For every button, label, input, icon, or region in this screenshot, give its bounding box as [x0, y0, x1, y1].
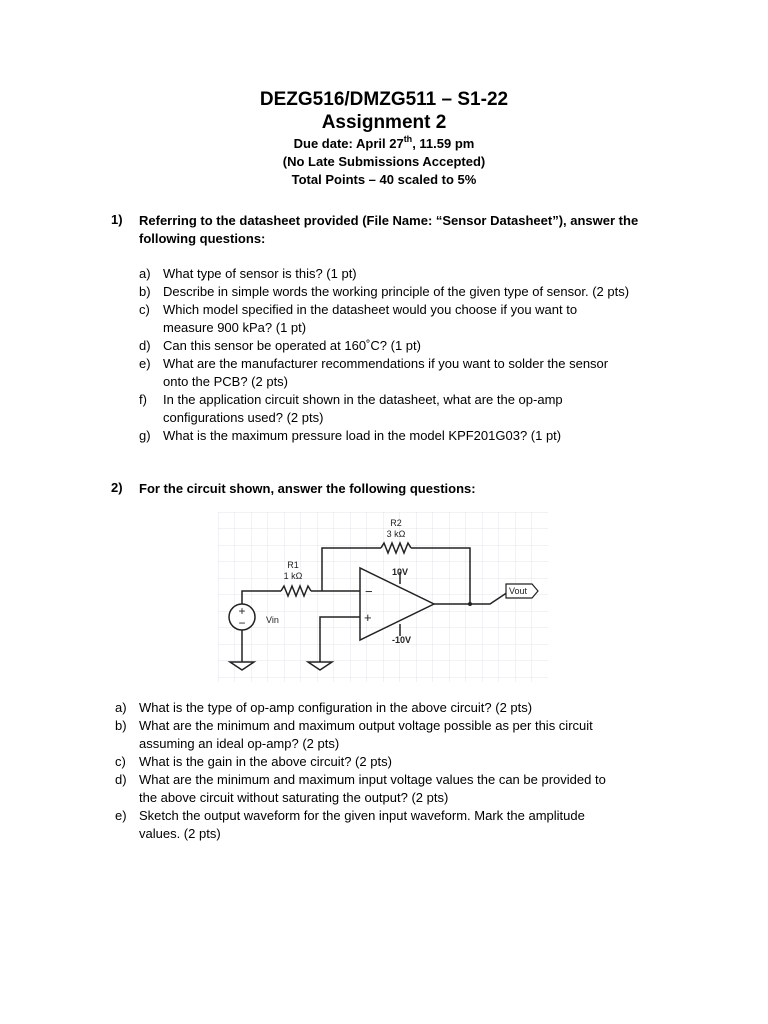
question-1-number: 1): [111, 212, 123, 227]
positive-supply-label: 10V: [392, 567, 409, 577]
due-date: Due date: April 27th, 11.59 pm: [293, 133, 475, 151]
late-policy: (No Late Submissions Accepted): [282, 154, 486, 169]
source-minus-sign: −: [238, 616, 246, 630]
question-2-number: 2): [111, 480, 123, 495]
output-node: [468, 602, 472, 606]
vout-label: Vout: [509, 586, 528, 596]
noninverting-input-sign: +: [364, 610, 372, 625]
r2-value: 3 kΩ: [386, 529, 406, 539]
r1-value: 1 kΩ: [283, 571, 303, 581]
vin-label: Vin: [266, 615, 279, 625]
r1-name: R1: [287, 560, 299, 570]
inverting-input-sign: −: [365, 584, 373, 599]
total-points: Total Points – 40 scaled to 5%: [291, 172, 477, 187]
document-page: DEZG516/DMZG511 – S1-22 Assignment 2 Due date: April 27th, 11.59 pm (No Late Submissions Accepted) Total Points – 40 scaled to 5% 1) Referring to the datasheet provided (File Name: “Sensor Datasheet”), answer the following questions: a) What type of sensor is this? (1 pt) b) Describe in simple words the working principle of the given type of sensor. (2 pts) c) Which model specified in the datasheet would you choose if you want to measure 900 kPa? (1 pt) d) Can this sensor be operated at 160˚C? (1 pt) e) What are the manufacturer recommendations if you want to solder the sensor onto the PCB? (2 pts) f) In the application circuit shown in the datasheet, what are the op-amp configurations used? (2 pts) g) What is the maximum pressure load in the model KPF201G03? (1 pt) 2) For the circuit shown, answer the following questions: + − R2 3 kΩ R1 1 kΩ 10V -10V − + Vin Vout a) What is the type of op-amp configuration in the above circuit? (2 pts) b) What are the minimum and maximum output voltage possible as per this circuit assuming an ideal op-amp? (2 pts) c) What is the gain in the above circuit? (2 pts) d) What are the minimum and maximum input voltage values the can be provided to the above circuit without saturating the output? (2 pts) e) Sketch the output waveform for the given input waveform. Mark the amplitude values. (2 pts): [0, 0, 768, 1024]
question-1-prompt: Referring to the datasheet provided (File Name: “Sensor Datasheet”), answer the following questions:: [139, 213, 639, 246]
op-amp-circuit-diagram: [218, 512, 548, 682]
question-2-prompt: For the circuit shown, answer the following questions:: [139, 481, 476, 496]
source-plus-sign: +: [238, 604, 246, 618]
course-code: DEZG516/DMZG511 – S1-22: [259, 89, 509, 110]
grid-background: [218, 512, 548, 682]
r2-name: R2: [390, 518, 402, 528]
assignment-title: Assignment 2: [321, 112, 447, 133]
negative-supply-label: -10V: [392, 635, 412, 645]
